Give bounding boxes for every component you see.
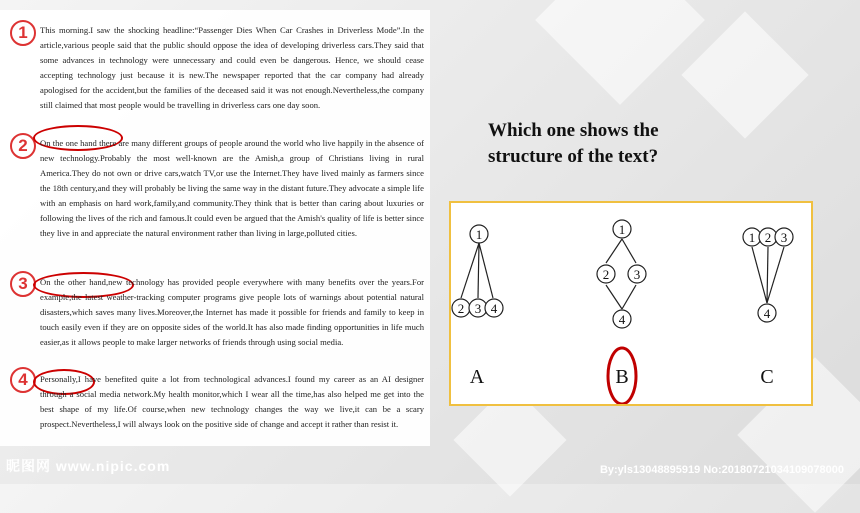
- node-label-a-bottom-3: 4: [490, 301, 498, 316]
- node-label-a-top: 1: [475, 227, 483, 242]
- watermark-text: 昵图网 www.nipic.com: [6, 458, 171, 474]
- paragraph-number-3: 3: [10, 271, 36, 297]
- paragraph-number-2: 2: [10, 133, 36, 159]
- option-label-a: A: [469, 366, 485, 388]
- paragraph-number-4: 4: [10, 367, 36, 393]
- node-label-a-bottom-1: 2: [457, 301, 465, 316]
- paragraph-2: On the one hand there are many different groups of people around the world who live happily in the absence of new technology.Probably the most well-known are the Amish,a group of Christians living in rural America.They do not own or drive cars,watch TV,or use the Internet.They have lived mainly as farmers since the 18th century,and they will probably be living the same way in the distant future.They advocate a simple life with an emphasis on hard work,family,and community.They think that is better than caring about luxuries or following the lives of the rich and famous.It could even be argued that the Amish's quality of life is better since they live in and appreciate the natural environment rather than living in large,polluted cities.: [40, 138, 424, 238]
- paragraph-1: This morning.I saw the shocking headline:“Passenger Dies When Car Crashes in Driverless Mode”.In the article,various people said that the public should oppose the idea of developing driverless cars.They said that some advances in technology were unnecessary and could even be dangerous. Hence, we should cease accepting technology just because it is new.The newspaper reported that the car company had already apologised for the accident,but the families of the deceased said it was not enough.Nevertheless,the company still claimed that most people would be travelling in driverless cars one day soon.: [40, 25, 424, 110]
- structure-diagrams: [451, 203, 811, 404]
- node-label-b-top: 1: [618, 222, 626, 237]
- paragraph-4: Personally,I have benefited quite a lot from technological advances.I found my career as an AI designer through a social media network.My health monitor,which I wear all the time,has also helped me get into the best shape of my life.Of course,when new technology changes the way we live,it can be a scary prospect.Nevertheless,I will always look on the positive side of change and accept it rather than resist it.: [40, 374, 424, 429]
- node-label-a-bottom-2: 3: [474, 301, 482, 316]
- structure-options-panel: [449, 201, 813, 406]
- option-label-c: C: [760, 366, 774, 388]
- question-text: Which one shows the structure of the text?: [488, 120, 659, 167]
- node-label-b-bottom: 4: [618, 312, 626, 327]
- node-label-c-top-3: 3: [780, 230, 788, 245]
- background-shape: [535, 0, 705, 105]
- article-panel: [0, 10, 430, 446]
- node-label-c-top-2: 2: [764, 230, 772, 245]
- node-label-c-top-1: 1: [748, 230, 756, 245]
- node-label-c-bottom: 4: [763, 306, 771, 321]
- credit-text: By:yls13048895919 No:20180721034109078000: [599, 464, 844, 476]
- paragraph-number-1: 1: [10, 20, 36, 46]
- node-label-b-middle-2: 3: [633, 267, 641, 282]
- paragraph-3: On the other hand,new technology has provided people everywhere with many benefits over the years.For example,the latest weather-tracking computer programs give people lots of warnings about potential natural disasters,which saves many lives.Moreover,the Internet has made it possible for friends and family to keep in touch easily even if they are on opposite sides of the world.It has also made finding opportunities in life much easier,as it allows people to make larger networks of friends through using social media.: [40, 277, 424, 347]
- option-label-b: B: [615, 366, 629, 388]
- node-label-b-middle-1: 2: [602, 267, 610, 282]
